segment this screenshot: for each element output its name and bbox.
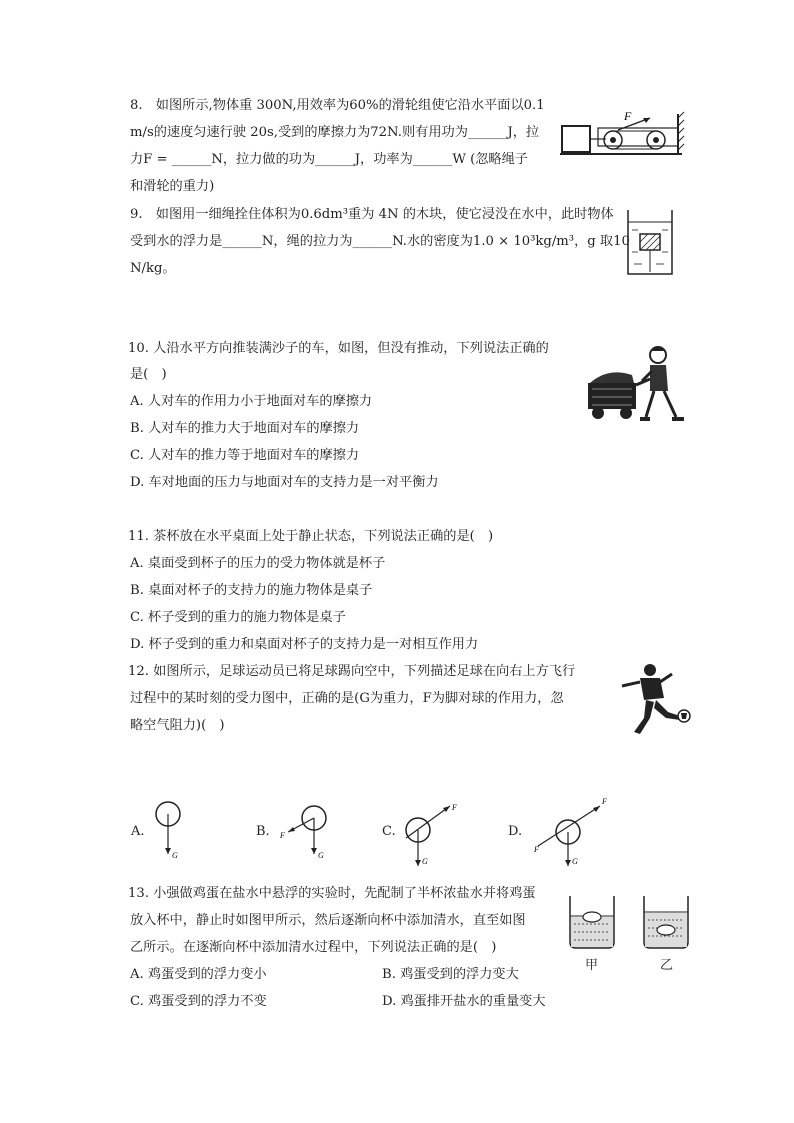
q9-line-2: 受到水的浮力是______N，绳的拉力为______N.水的密度为1.0 × 10³kg/m³，g 取10 (130, 234, 630, 249)
q10-option-c: C. 人对车的推力等于地面对车的摩擦力 (130, 448, 360, 463)
gravity-label-b: G (318, 851, 324, 860)
pulley-block-figure (558, 108, 688, 160)
choice-b-label: B. (256, 824, 270, 839)
q8-line-3: 力F = ______N，拉力做的功为______J，功率为______W (忽略绳子 (130, 152, 528, 167)
q10-option-b: B. 人对车的推力大于地面对车的摩擦力 (130, 421, 360, 436)
choice-a-label: A. (131, 824, 145, 839)
foot-force-label-d: F (602, 797, 607, 806)
q10-option-a: A. 人对车的作用力小于地面对车的摩擦力 (130, 394, 373, 409)
q11-line-1: 11. 茶杯放在水平桌面上处于静止状态，下列说法正确的是( ) (128, 529, 494, 544)
gravity-label-a: G (172, 851, 178, 860)
q13-line-1: 13. 小强做鸡蛋在盐水中悬浮的实验时，先配制了半杯浓盐水并将鸡蛋 (128, 886, 536, 901)
figure-yi-label: 乙 (660, 958, 674, 973)
force-diagram-a (148, 796, 188, 868)
force-f-label: F (624, 109, 632, 123)
choice-d-label: D. (508, 824, 523, 839)
beaker-jia-figure (566, 892, 618, 952)
gravity-label-d: G (572, 857, 578, 866)
q11-option-a: A. 桌面受到杯子的压力的受力物体就是杯子 (130, 556, 386, 571)
q8-line-2: m/s的速度匀速行驶 20s,受到的摩擦力为72N.则有用功为______J，拉 (130, 125, 540, 140)
person-pushing-cart-figure (584, 343, 692, 425)
q13-line-3: 乙所示。在逐渐向杯中添加清水过程中，下列说法正确的是( ) (130, 940, 497, 955)
q13-option-c: C. 鸡蛋受到的浮力不变 (130, 994, 267, 1009)
q12-line-1: 12. 如图所示，足球运动员已将足球踢向空中，下列描述足球在向右上方飞行 (128, 664, 576, 679)
choice-c-label: C. (382, 824, 396, 839)
q11-option-b: B. 桌面对杯子的支持力的施力物体是桌子 (130, 583, 373, 598)
figure-jia-label: 甲 (585, 958, 599, 973)
q10-line-1: 10. 人沿水平方向推装满沙子的车，如图，但没有推动，下列说法正确的 (128, 341, 549, 356)
submerged-block-figure (624, 206, 676, 278)
foot-force-tail-label-d: F (534, 845, 539, 854)
q13-line-2: 放入杯中，静止时如图甲所示，然后逐渐向杯中添加清水，直至如图 (130, 913, 526, 928)
q12-line-2: 过程中的某时刻的受力图中，正确的是(G为重力，F为脚对球的作用力，忽 (130, 691, 564, 706)
soccer-player-figure (604, 660, 694, 738)
force-diagram-d (530, 794, 614, 872)
foot-force-label-b: F (280, 831, 285, 840)
q11-option-c: C. 杯子受到的重力的施力物体是桌子 (130, 610, 346, 625)
q9-line-3: N/kg。 (130, 261, 176, 276)
q13-option-a: A. 鸡蛋受到的浮力变小 (130, 967, 267, 982)
force-diagram-c (398, 796, 462, 872)
q8-line-4: 和滑轮的重力) (130, 179, 215, 194)
beaker-yi-figure (640, 892, 692, 952)
q10-line-2: 是( ) (130, 367, 167, 382)
q12-line-3: 略空气阻力)( ) (130, 718, 225, 733)
q10-option-d: D. 车对地面的压力与地面对车的支持力是一对平衡力 (130, 475, 439, 490)
foot-force-label-c: F (452, 803, 457, 812)
q9-line-1: 9. 如图用一细绳拴住体积为0.6dm³重为 4N 的木块，使它浸没在水中，此时物体 (130, 207, 614, 222)
q13-option-d: D. 鸡蛋排开盐水的重量变大 (382, 994, 546, 1009)
q8-line-1: 8. 如图所示,物体重 300N,用效率为60%的滑轮组使它沿水平面以0.1 (130, 98, 545, 113)
gravity-label-c: G (422, 857, 428, 866)
q13-option-b: B. 鸡蛋受到的浮力变大 (382, 967, 519, 982)
q11-option-d: D. 杯子受到的重力和桌面对杯子的支持力是一对相互作用力 (130, 637, 479, 652)
force-diagram-b (276, 796, 336, 868)
